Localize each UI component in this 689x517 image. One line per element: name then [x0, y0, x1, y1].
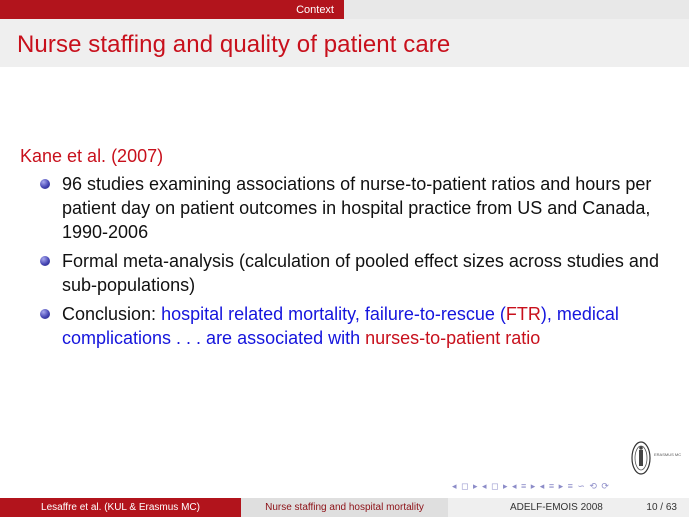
conclusion-outcomes: hospital related mortality, failure-to-rescue (	[161, 304, 506, 324]
reference-heading: Kane et al. (2007)	[20, 146, 164, 166]
slide-title: Nurse staffing and quality of patient care	[17, 31, 451, 58]
footer-info	[448, 498, 689, 517]
footer-short-title	[241, 498, 448, 517]
bullet-item	[20, 172, 660, 244]
section-label: Context	[296, 3, 334, 16]
conclusion-lead: Conclusion:	[62, 304, 162, 324]
bullet-icon	[40, 179, 50, 189]
page-number: 10 / 63	[646, 502, 677, 513]
conclusion-complications: ), medical complications . . . are associated with	[62, 304, 619, 348]
conference-name: ADELF-EMOIS 2008	[510, 502, 603, 513]
ftr-term: FTR	[505, 304, 541, 324]
bullet-text: 96 studies examining associations of nurse-to-patient ratios and hours per patient day on patient outcomes in hospital practice from US and Canada, 1990-2006	[62, 174, 652, 242]
bullet-item	[20, 249, 660, 297]
section-indicator[interactable]	[0, 0, 344, 19]
title-bar	[0, 19, 689, 67]
short-title-text: Nurse staffing and hospital mortality	[265, 502, 424, 513]
bullet-item	[20, 302, 660, 350]
authors-text: Lesaffre et al. (KUL & Erasmus MC)	[41, 502, 200, 513]
slide-content	[20, 146, 660, 355]
bullet-icon	[40, 256, 50, 266]
bullet-icon	[40, 309, 50, 319]
university-seal-icon	[631, 440, 651, 476]
top-bar	[0, 0, 689, 19]
slide-navigation-controls[interactable]: ◂ ◻ ▸ ◂ ◻ ▸ ◂ ≡ ▸ ◂ ≡ ▸ ≡ ∽ ⟲ ⟳	[452, 481, 610, 491]
conclusion-ratio: nurses-to-patient ratio	[365, 328, 541, 348]
logo-text: ERASMUS MC	[654, 452, 682, 457]
footer-authors	[0, 498, 241, 517]
bullet-list	[20, 172, 660, 350]
footer	[0, 498, 689, 517]
bullet-text: Formal meta-analysis (calculation of pooled effect sizes across studies and sub-populations)	[62, 251, 659, 295]
